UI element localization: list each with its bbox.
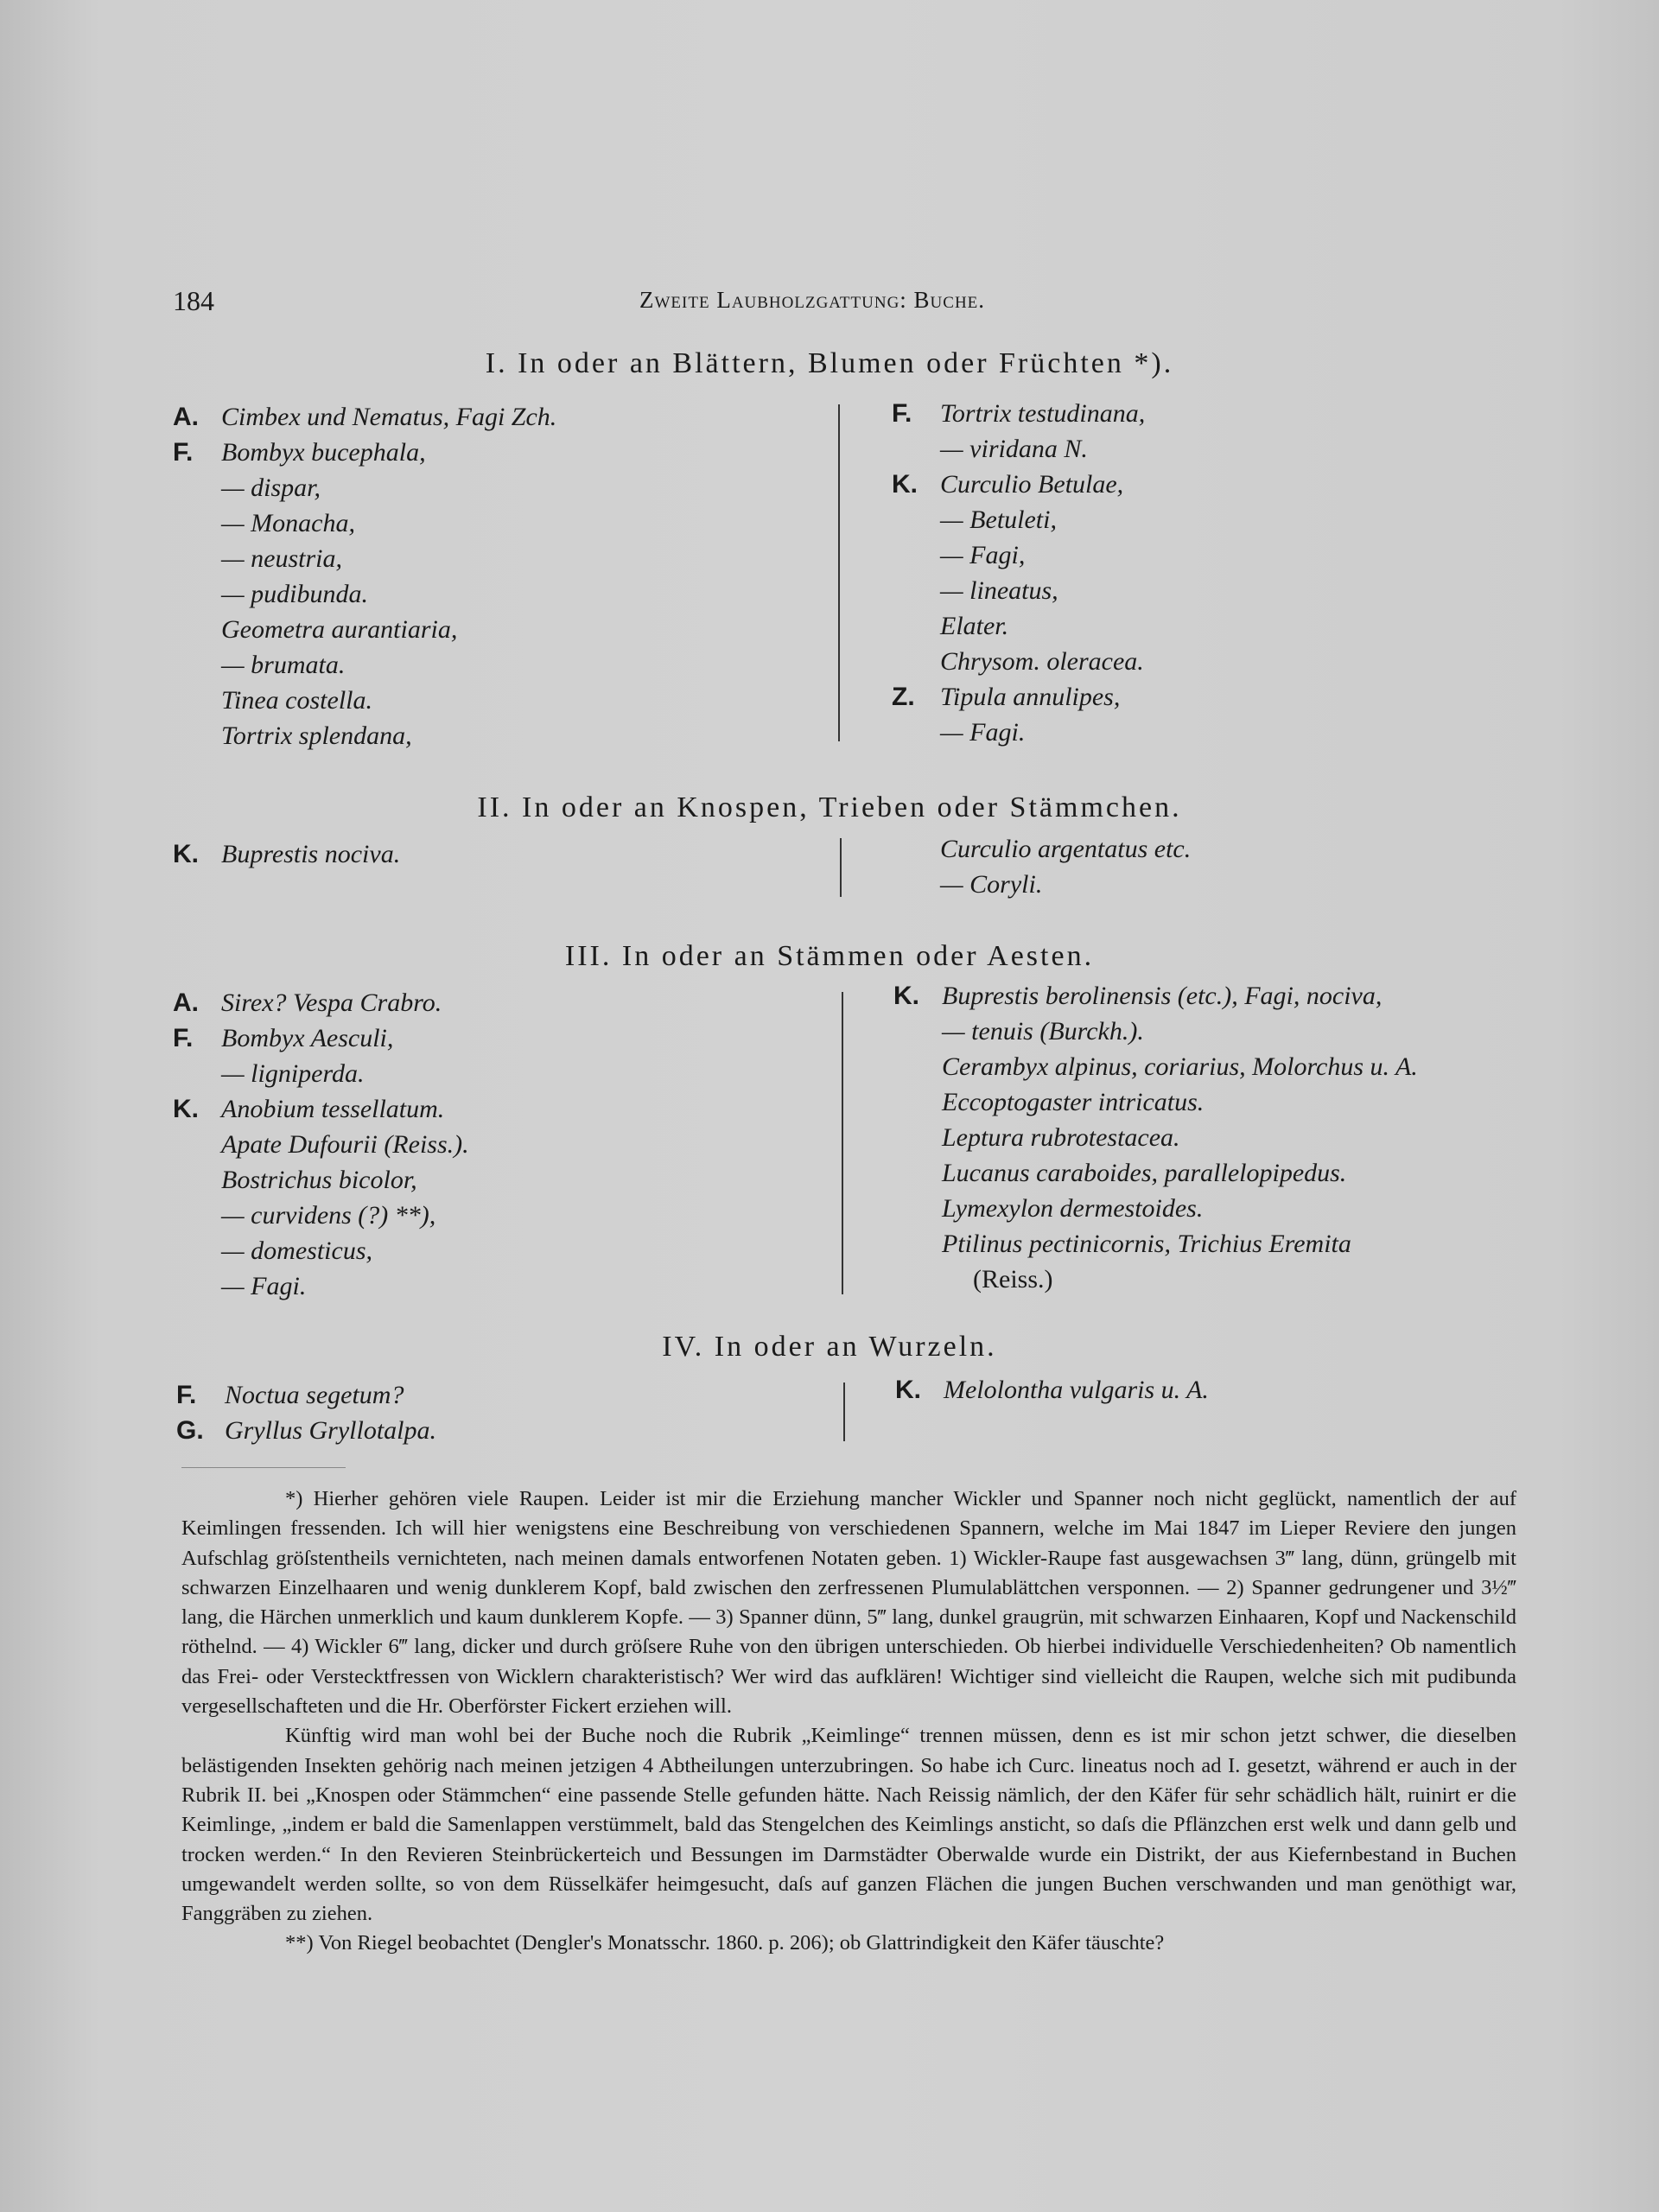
- species-text: Gryllus Gryllotalpa.: [225, 1416, 436, 1445]
- species-text: — curvidens (?) **),: [221, 1201, 436, 1230]
- list-item: [173, 1127, 469, 1162]
- species-text: — Coryli.: [940, 870, 1043, 899]
- list-item: [173, 1233, 469, 1268]
- list-item: [173, 505, 556, 541]
- species-text: Leptura rubrotestacea.: [942, 1123, 1180, 1152]
- group-letter: F.: [173, 1024, 194, 1052]
- species-text: Tipula annulipes,: [940, 683, 1121, 711]
- list-item: [173, 435, 556, 470]
- species-text: Ptilinus pectinicornis, Trichius Eremita: [942, 1230, 1351, 1258]
- footnote-separator: [181, 1467, 346, 1468]
- group-letter: A.: [173, 403, 199, 431]
- list-item: [892, 396, 1145, 431]
- list-item: [892, 831, 1191, 867]
- list-item: [173, 470, 556, 505]
- list-item: [173, 612, 556, 647]
- section-3-right-column: [893, 978, 1418, 1297]
- group-letter: A.: [173, 988, 199, 1017]
- list-item: [892, 573, 1145, 608]
- list-item: [173, 576, 556, 612]
- list-item: [892, 679, 1145, 715]
- section-title: II. In oder an Knospen, Trieben oder Stämmchen.: [477, 791, 1182, 823]
- section-4-left-column: [176, 1377, 436, 1448]
- list-item: [892, 867, 1191, 902]
- footnote-1-continuation: Künftig wird man wohl bei der Buche noch die Rubrik „Keimlinge“ trennen müssen, denn es ist mir schon jetzt schwer, die dieselben belästigenden Insekten gehörig nach meinen jetzigen 4 Abtheilungen unterzubringen. So habe ich Curc. lineatus noch ad I. gesetzt, während er auch in der Rubrik II. bei „Knospen oder Stämmchen“ eine passende Stelle gefunden hätte. Nach Reissig nämlich, der den Käfer für sehr schädlich hält, ruinirt er die Keimlinge, „indem er bald die Samenlappen verstümmelt, bald das Stengelchen des Keimlings ansticht, so daſs die Pflänzchen erst welk und dann gelb und trocken werden.“ In den Revieren Steinbrückerteich und Bessungen im Darmstädter Oberwalde wurde ein Distrikt, der aus Kiefernbestand in Buchen umgewandelt werden sollte, so von dem Rüsselkäfer heimgesucht, daſs auf ganzen Flächen die jungen Buchen verschwanden und man genöthigt war, Fanggräben zu ziehen.: [181, 1724, 1516, 1926]
- species-text: Bombyx bucephala,: [221, 438, 426, 467]
- list-item: [893, 1226, 1418, 1262]
- group-letter: K.: [892, 470, 918, 499]
- list-item: [173, 647, 556, 683]
- section-1-left-column: [173, 399, 556, 753]
- species-text: — pudibunda.: [221, 580, 369, 608]
- section-1-right-column: [892, 396, 1145, 750]
- list-item: [893, 1120, 1418, 1155]
- list-item: [176, 1377, 436, 1413]
- section-4-right-column: [895, 1372, 1209, 1408]
- column-divider: [843, 1382, 845, 1441]
- list-item: [892, 608, 1145, 644]
- species-text: Chrysom. oleracea.: [940, 647, 1144, 676]
- list-item: [895, 1372, 1209, 1408]
- list-item: [176, 1413, 436, 1448]
- group-letter: Z.: [892, 683, 915, 711]
- species-text: Elater.: [940, 612, 1009, 640]
- species-text: Tortrix testudinana,: [940, 399, 1146, 428]
- list-item: [892, 467, 1145, 502]
- footnote-2: **) Von Riegel beobachtet (Dengler's Monatsschr. 1860. p. 206); ob Glattrindigkeit den Käfer täuschte?: [285, 1931, 1165, 1955]
- list-item: [892, 502, 1145, 537]
- species-text: — tenuis (Burckh.).: [942, 1017, 1144, 1046]
- footnote-1: *) Hierher gehören viele Raupen. Leider ist mir die Erziehung mancher Wickler und Spanner noch nicht geglückt, namentlich der auf Keimlingen fressenden. Ich will hier wenigstens eine Beschreibung von verschiedenen Spannern, welche im Mai 1847 im Lieper Reviere den jungen Aufschlag gröſstentheils vernichteten, nach meinen damals entworfenen Notaten geben. 1) Wickler-Raupe fast ausgewachsen 3‴ lang, dünn, grüngelb mit schwarzen Einzelhaaren und wenig dunklerem Kopf, bald zwischen den zerfressenen Plumulablättchen versponnen. — 2) Spanner gedrungener und 3½‴ lang, die Härchen unmerklich und kaum dunklerem Kopfe. — 3) Spanner dünn, 5‴ lang, dunkel graugrün, mit schwarzen Einhaaren, Kopf und Nackenschild röthelnd. — 4) Wickler 6‴ lang, dicker und durch gröſsere Ruhe von den übrigen unterschieden. Ob hierbei individuelle Verschiedenheiten? Ob namentlich das Frei- oder Verstecktfressen von Wicklern charakteristisch? Wer wird das aufklären! Wichtiger sind vielleicht die Raupen, welche sich mit pudibunda vergesellschafteten und die Hr. Oberförster Fickert erziehen will.: [181, 1487, 1516, 1719]
- section-2-right-column: [892, 831, 1191, 902]
- species-text: Curculio Betulae,: [940, 470, 1124, 499]
- species-text: — Monacha,: [221, 509, 355, 537]
- list-item: [893, 1262, 1418, 1297]
- section-title: IV. In oder an Wurzeln.: [662, 1331, 997, 1363]
- species-text: Sirex? Vespa Crabro.: [221, 988, 442, 1017]
- species-text: — brumata.: [221, 651, 346, 679]
- group-letter: G.: [176, 1416, 204, 1445]
- list-item: [893, 1155, 1418, 1191]
- list-item: [173, 683, 556, 718]
- list-item: [892, 715, 1145, 750]
- species-text: — Fagi.: [940, 718, 1026, 747]
- species-text: Lymexylon dermestoides.: [942, 1194, 1204, 1223]
- species-text: — viridana N.: [940, 435, 1088, 463]
- list-item: [173, 1056, 469, 1091]
- list-item: [173, 1268, 469, 1304]
- column-divider: [838, 404, 840, 741]
- species-text: Cerambyx alpinus, coriarius, Molorchus u. A.: [942, 1052, 1418, 1081]
- species-text: Apate Dufourii (Reiss.).: [221, 1130, 469, 1159]
- list-item: [173, 1198, 469, 1233]
- species-text: — lineatus,: [940, 576, 1058, 605]
- group-letter: K.: [173, 840, 199, 868]
- species-text: — Betuleti,: [940, 505, 1057, 534]
- species-text: Noctua segetum?: [225, 1381, 404, 1409]
- species-text: Buprestis berolinensis (etc.), Fagi, nociva,: [942, 982, 1382, 1010]
- species-text: Anobium tessellatum.: [221, 1095, 445, 1123]
- group-letter: F.: [892, 399, 912, 428]
- list-item: [893, 1084, 1418, 1120]
- group-letter: F.: [176, 1381, 197, 1409]
- list-item: [173, 718, 556, 753]
- list-item: [173, 1020, 469, 1056]
- column-divider: [842, 992, 843, 1294]
- species-text: Melolontha vulgaris u. A.: [944, 1376, 1209, 1404]
- section-title: III. In oder an Stämmen oder Aesten.: [564, 940, 1095, 972]
- section-2-left-column: [173, 836, 400, 872]
- species-text: Buprestis nociva.: [221, 840, 401, 868]
- group-letter: F.: [173, 438, 194, 467]
- column-divider: [840, 838, 842, 897]
- species-text: — ligniperda.: [221, 1059, 365, 1088]
- list-item: [173, 399, 556, 435]
- species-text: Lucanus caraboides, parallelopipedus.: [942, 1159, 1347, 1187]
- list-item: [892, 537, 1145, 573]
- section-3-left-column: [173, 985, 469, 1304]
- species-text: Eccoptogaster intricatus.: [942, 1088, 1205, 1116]
- species-text: Tinea costella.: [221, 686, 372, 715]
- list-item: [893, 1014, 1418, 1049]
- list-item: [173, 985, 469, 1020]
- species-text: — dispar,: [221, 474, 321, 502]
- list-item: [173, 836, 400, 872]
- group-letter: K.: [173, 1095, 199, 1123]
- species-text: Tortrix splendana,: [221, 721, 412, 750]
- running-title: Zweite Laubholzgattung: Buche.: [639, 287, 986, 313]
- page-header: [173, 285, 1521, 320]
- group-letter: K.: [893, 982, 919, 1010]
- species-text: — Fagi.: [221, 1272, 307, 1300]
- species-text: Geometra aurantiaria,: [221, 615, 458, 644]
- list-item: [173, 1162, 469, 1198]
- list-item: [893, 978, 1418, 1014]
- section-title: I. In oder an Blättern, Blumen oder Früchten *).: [485, 347, 1174, 379]
- list-item: [892, 431, 1145, 467]
- list-item: [173, 1091, 469, 1127]
- group-letter: K.: [895, 1376, 921, 1404]
- species-text: — Fagi,: [940, 541, 1026, 569]
- list-item: [173, 541, 556, 576]
- species-text: Bombyx Aesculi,: [221, 1024, 394, 1052]
- species-text: — neustria,: [221, 544, 343, 573]
- footnotes: [181, 1484, 1516, 1959]
- species-text: (Reiss.): [973, 1265, 1053, 1294]
- species-text: Bostrichus bicolor,: [221, 1166, 417, 1194]
- species-text: Cimbex und Nematus, Fagi Zch.: [221, 403, 557, 431]
- list-item: [893, 1191, 1418, 1226]
- list-item: [892, 644, 1145, 679]
- page-number: 184: [173, 285, 214, 316]
- species-text: — domesticus,: [221, 1236, 372, 1265]
- species-text: Curculio argentatus etc.: [940, 835, 1192, 863]
- list-item: [893, 1049, 1418, 1084]
